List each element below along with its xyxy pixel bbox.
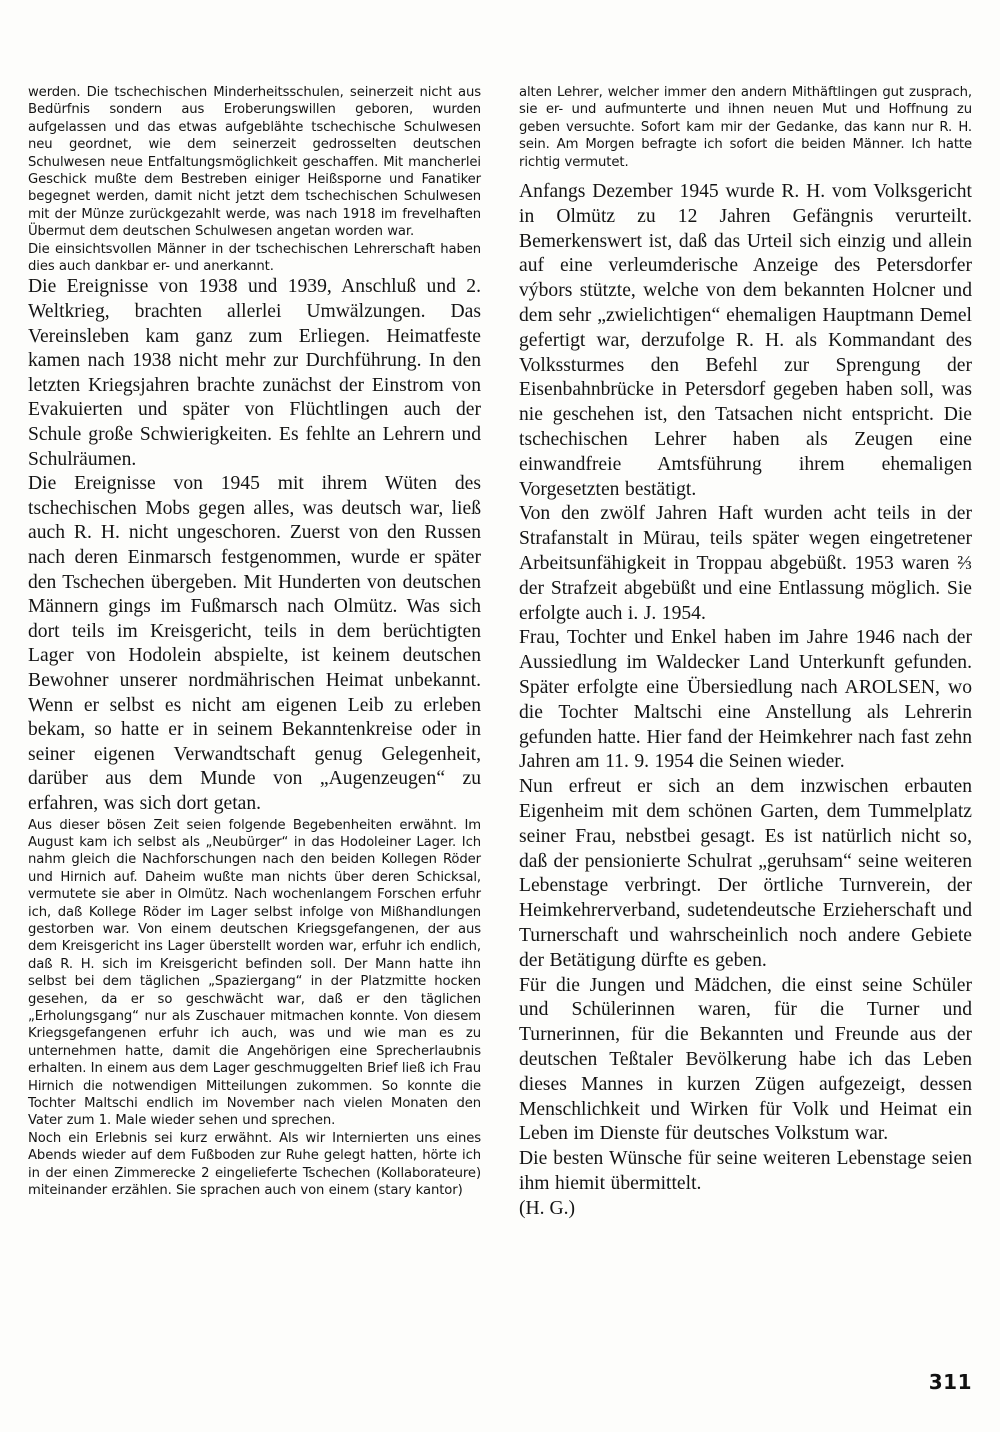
paragraph: Die Ereignisse von 1945 mit ihrem Wüten des tschechischen Mobs gegen alles, was deutsch war, ließ auch R. H. nicht ungeschoren. Zuerst von den Russen nach deren Einmarsch festgenommen, wurde er später den Tschechen übergeben. Mit Hunderten von deutschen Männern gings im Fußmarsch nach Olmütz. Was sich dort teils im Kreisgericht, teils in dem berüchtigten Lager von Hodolein abspielte, ist keinem deutschen Bewohner unserer nordmährischen Heimat unbekannt. Wenn er selbst es nicht am eigenen Leib zu erleben bekam, so hatte er in seinem Bekanntenkreise oder in seiner eigenen Verwandtschaft genug Gelegenheit, darüber aus dem Munde von „Augenzeugen“ zu erfahren, was sich dort getan. [28, 473, 481, 814]
paragraph: Anfangs Dezember 1945 wurde R. H. vom Volksgericht in Olmütz zu 12 Jahren Gefängnis verurteilt. Bemerkenswert ist, daß das Urteil sich einzig und allein auf eine verleumderische Anzeige des Petersdorfer výbors stützte, welche von dem bekannten Holcner und dem sehr „zwielichtigen“ ehemaligen Hauptmann Demel gefertigt war, derzufolge R. H. als Kommandant des Volkssturmes den Befehl zur Sprengung der Eisenbahnbrücke in Petersdorf gegeben haben soll, was nie geschehen ist, den Tatsachen nicht entspricht. Die tschechischen Lehrer haben als Zeugen eine einwandfreie Amtsführung ihrem ehemaligen Vorgesetzten bestätigt. [519, 181, 972, 500]
page-number: 311 [928, 1370, 972, 1394]
left-column [28, 84, 481, 1222]
paragraph: Für die Jungen und Mädchen, die einst seine Schüler und Schülerinnen waren, für die Turner und Turnerinnen, für die Bekannten und Freunde aus der deutschen Teßtaler Bevölkerung habe ich das Leben dieses Mannes in kurzen Zügen aufgezeigt, dessen Menschlichkeit und Wirken für Volk und Heimat ein Leben im Dienste für deutsches Volkstum war. [519, 974, 972, 1145]
paragraph: Von den zwölf Jahren Haft wurden acht teils in der Strafanstalt in Mürau, teils später wegen eingetretener Arbeitsunfähigkeit in Troppau abgebüßt. 1953 waren ⅔ der Strafzeit abgebüßt und eine Entlassung möglich. Sie erfolgte auch i. J. 1954. [519, 503, 972, 624]
paragraph: werden. Die tschechischen Minderheitsschulen, seinerzeit nicht aus Bedürfnis sondern aus Eroberungswillen geboren, wurden aufgelassen und das etwas aufgeblähte tschechische Schulwesen neu geordnet, wie dem seinerzeit gedrosselten deutschen Schulwesen neue Entfaltungsmöglichkeit geschaffen. Mit mancherlei Geschick mußte dem Bestreben einiger Heißsporne und Fanatiker begegnet werden, damit nicht jetzt dem tschechischen Schulwesen mit der Münze zurückgezahlt werde, was nach 1918 im frevelhaften Übermut dem deutschen Schulwesen angetan worden war. [28, 85, 481, 240]
paragraph: Aus dieser bösen Zeit seien folgende Begebenheiten erwähnt. Im August kam ich selbst als „Neubürger“ in das Hodoleiner Lager. Ich nahm gleich die Nachforschungen nach den beiden Kollegen Röder und Hirnich auf. Daheim wußte man nichts über deren Schicksal, vermutete sie aber in Olmütz. Nach wochenlangem Forschen erfuhr ich, daß Kollege Röder im Lager selbst infolge von Mißhandlungen gestorben war. Von einem deutschen Kriegsgefangenen, der aus dem Kreisgericht ins Lager überstellt worden war, erfuhr ich endlich, daß R. H. sich im Kreisgericht befinden soll. Der Mann hatte ihn selbst bei dem täglichen „Spaziergang“ in der Platzmitte hocken gesehen, da er so geschwächt war, daß er den täglichen „Erholungsgang“ nur als Zuschauer mitmachen konnte. Von diesem Kriegsgefangenen erfuhr ich auch, was und wie man es zu unternehmen hatte, damit die Angehörigen eine Sprecherlaubnis erhalten. In einem aus dem Lager geschmuggelten Brief ließ ich Frau Hirnich die notwendigen Mitteilungen zukommen. So konnte die Tochter Maltschi endlich im November nach vielen Monaten den Vater zum 1. Male wieder sehen und sprechen. [28, 817, 481, 1129]
paragraph: Frau, Tochter und Enkel haben im Jahre 1946 nach der Aussiedlung im Waldecker Land Unterkunft gefunden. Später erfolgte eine Übersiedlung nach AROLSEN, wo die Tochter Maltschi eine Anstellung als Lehrerin gefunden hatte. Hier fand der Heimkehrer nach fast zehn Jahren am 11. 9. 1954 die Seinen wieder. [519, 627, 972, 773]
right-column [519, 84, 972, 1222]
author-signature: (H. G.) [519, 1197, 576, 1219]
paragraph-spacer [519, 171, 972, 180]
paragraph: Nun erfreut er sich an dem inzwischen erbauten Eigenheim mit dem schönen Garten, dem Tummelplatz seiner Frau, nebstbei gesagt. Es ist natürlich nicht so, daß der pensionierte Schulrat „geruhsam“ seine weiteren Lebenstage verbringt. Der örtliche Turnverein, der Heimkehrerverband, sudetendeutsche Erzieherschaft und Turnerschaft und wahrscheinlich noch andere Gebiete der Betätigung dürfte es geben. [519, 776, 972, 971]
paragraph: Noch ein Erlebnis sei kurz erwähnt. Als wir Internierten uns eines Abends wieder auf dem Fußboden zur Ruhe gelegt hatten, hörte ich in der einen Zimmerecke 2 eingelieferte Tschechen (Kollaborateure) miteinander erzählen. Sie sprachen auch von einem (stary kantor) [28, 1130, 481, 1199]
paragraph: Die besten Wünsche für seine weiteren Lebenstage seien ihm hiemit übermittelt. [519, 1148, 972, 1194]
paragraph: alten Lehrer, welcher immer den andern Mithäftlingen gut zusprach, sie er- und aufmunterte und ihnen neuen Mut und Hoffnung zu geben versuchte. Sofort kam mir der Gedanke, das kann nur R. H. sein. Am Morgen befragte ich sofort die beiden Männer. Ich hatte richtig vermutet. [519, 85, 972, 170]
paragraph: Die einsichtsvollen Männer in der tschechischen Lehrerschaft haben dies auch dankbar er- und anerkannt. [28, 241, 481, 275]
two-column-text-body [28, 84, 972, 1222]
paragraph: Die Ereignisse von 1938 und 1939, Anschluß und 2. Weltkrieg, brachten allerlei Umwälzungen. Das Vereinsleben kam ganz zum Erliegen. Heimatfeste kamen nach 1938 nicht mehr zur Durchführung. In den letzten Kriegsjahren brachte zunächst der Einstrom von Evakuierten und später von Flüchtlingen auch der Schule große Schwierigkeiten. Es fehlte an Lehrern und Schulräumen. [28, 276, 481, 470]
